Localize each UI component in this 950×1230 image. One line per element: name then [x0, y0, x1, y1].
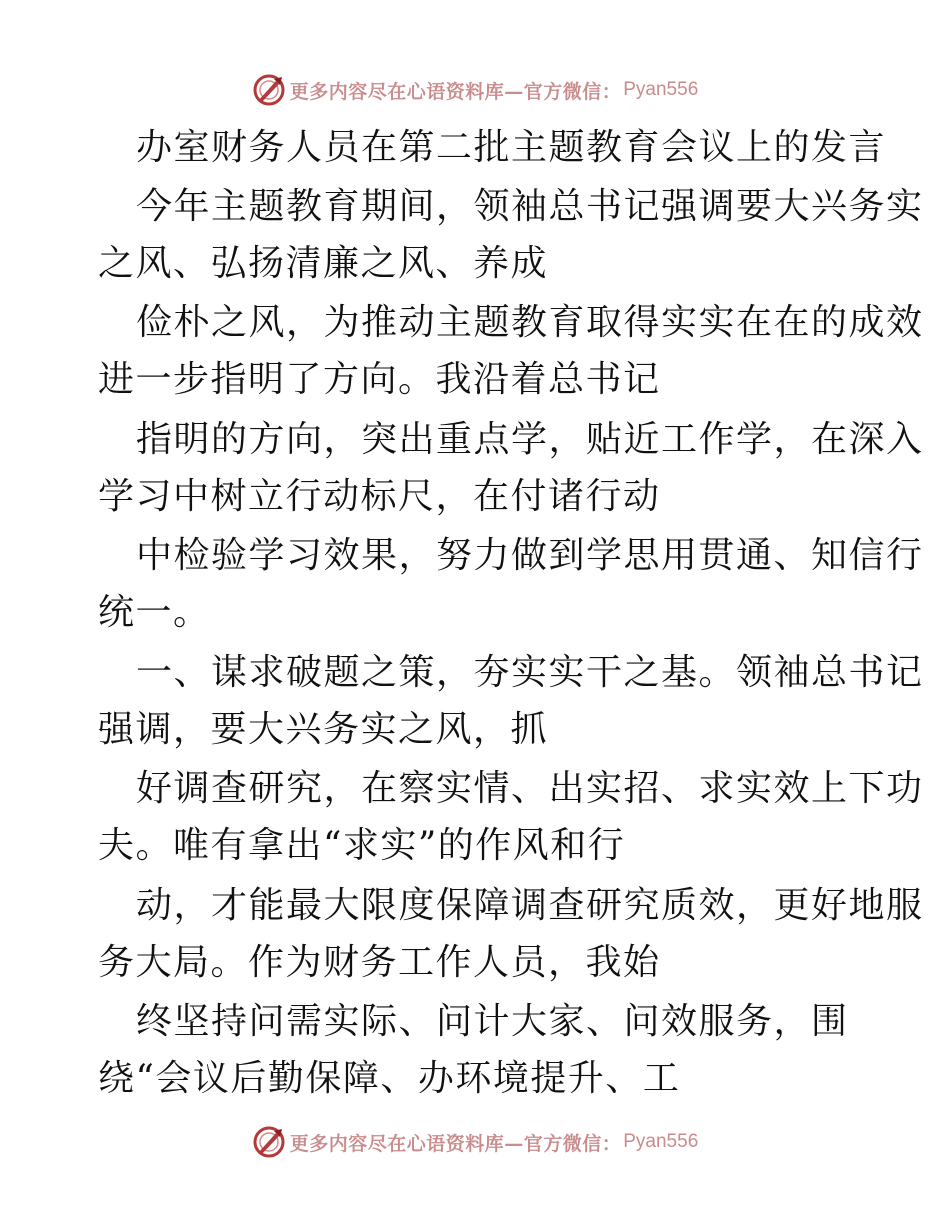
document-title: 办室财务人员在第二批主题教育会议上的发言: [136, 127, 887, 168]
quill-pen-logo-icon: [252, 1125, 286, 1159]
paragraph-line: 强调，要大兴务实之风，抓: [98, 709, 549, 750]
footer-watermark: [0, 1122, 950, 1162]
paragraph-line: 务大局。作为财务工作人员，我始: [98, 942, 661, 983]
paragraph-line: 之风、弘扬清廉之风、养成: [98, 243, 549, 284]
quill-pen-logo-icon: [252, 73, 286, 107]
paragraph-line: 俭朴之风，为推动主题教育取得实实在在的成效: [136, 302, 924, 343]
header-watermark: [0, 70, 950, 110]
paragraph-line: 指明的方向，突出重点学，贴近工作学，在深入: [136, 419, 924, 460]
watermark-text: 更多内容尽在心语资料库—官方微信：: [289, 80, 622, 103]
watermark-id: Pyan556: [623, 1131, 699, 1152]
section-heading-line: 一、谋求破题之策，夯实实干之基。领袖总书记: [136, 652, 924, 693]
paragraph-line: 终坚持问需实际、问计大家、问效服务，围: [136, 1001, 849, 1042]
paragraph-line: 夫。唯有拿出“求实”的作风和行: [98, 825, 626, 866]
paragraph-line: 绕“会议后勤保障、办环境提升、工: [98, 1058, 681, 1099]
paragraph-line: 今年主题教育期间，领袖总书记强调要大兴务实: [136, 186, 924, 227]
paragraph-line: 统一。: [98, 592, 211, 633]
paragraph-line: 动，才能最大限度保障调查研究质效，更好地服: [136, 885, 924, 926]
watermark-text: 更多内容尽在心语资料库—官方微信：: [289, 1132, 622, 1155]
paragraph-line: 中检验学习效果，努力做到学思用贯通、知信行: [136, 535, 924, 576]
paragraph-line: 好调查研究，在察实情、出实招、求实效上下功: [136, 768, 924, 809]
paragraph-line: 学习中树立行动标尺，在付诸行动: [98, 476, 661, 517]
watermark-id: Pyan556: [623, 79, 699, 100]
paragraph-line: 进一步指明了方向。我沿着总书记: [98, 359, 661, 400]
